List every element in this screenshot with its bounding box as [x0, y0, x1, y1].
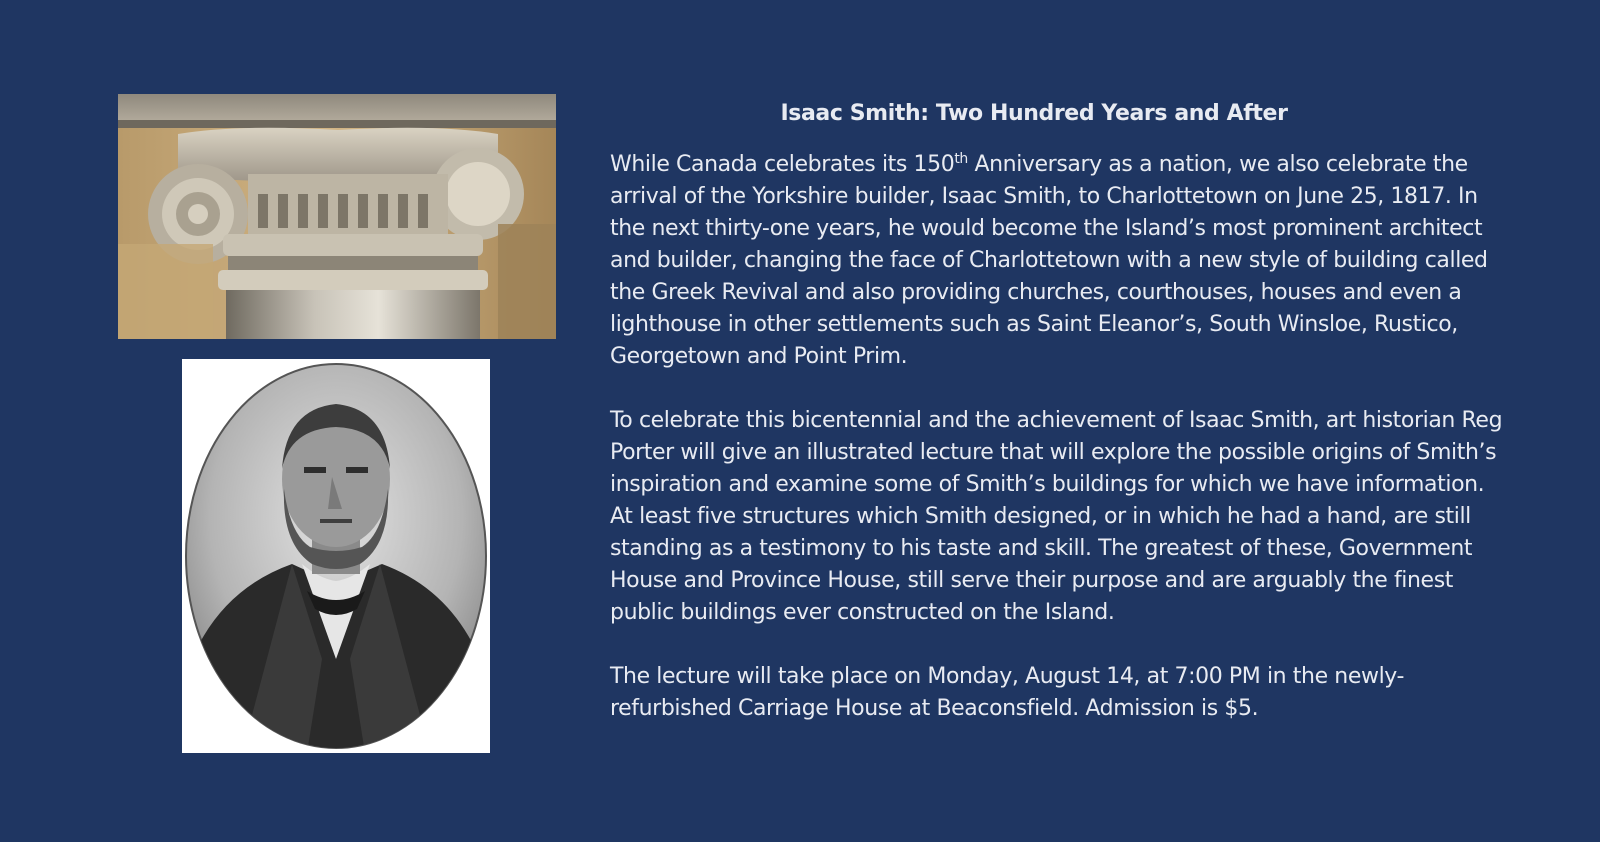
article-text — [610, 98, 1510, 757]
ordinal-suffix: th — [954, 151, 968, 167]
paragraph-lecture-description: To celebrate this bicentennial and the achievement of Isaac Smith, art historian Reg Porter will give an illustrated lecture that will explore the possible origins of Smith’s inspiration and examine some of Smith’s buildings for which we have information. At least five structures which Smith designed, or in which he had a hand, are still standing as a testimony to his taste and skill. The greatest of these, Government House and Province House, still serve their purpose and are arguably the finest public buildings ever constructed on the Island. — [610, 408, 1503, 625]
paragraph-intro-start: While Canada celebrates its 150 — [610, 152, 955, 177]
isaac-smith-portrait — [182, 359, 490, 753]
ionic-column-photo — [118, 94, 556, 339]
portrait-image — [182, 359, 490, 753]
paragraph-intro — [610, 149, 1510, 373]
article-title: Isaac Smith: Two Hundred Years and After — [780, 101, 1288, 126]
paragraph-lecture-details: The lecture will take place on Monday, August 14, at 7:00 PM in the newly-refurbished Carriage House at Beaconsfield. Admission is $5. — [610, 664, 1405, 721]
paragraph-intro-rest: Anniversary as a nation, we also celebrate the arrival of the Yorkshire builder, Isaac Smith, to Charlottetown on June 25, 1817. In the next thirty-one years, he would become the Island’s most prominent architect and builder, changing the face of Charlottetown with a new style of building called the Greek Revival and also providing churches, courthouses, houses and even a lighthouse in other settlements such as Saint Eleanor’s, South Winsloe, Rustico, Georgetown and Point Prim. — [610, 152, 1488, 369]
ionic-column-image — [118, 94, 556, 339]
